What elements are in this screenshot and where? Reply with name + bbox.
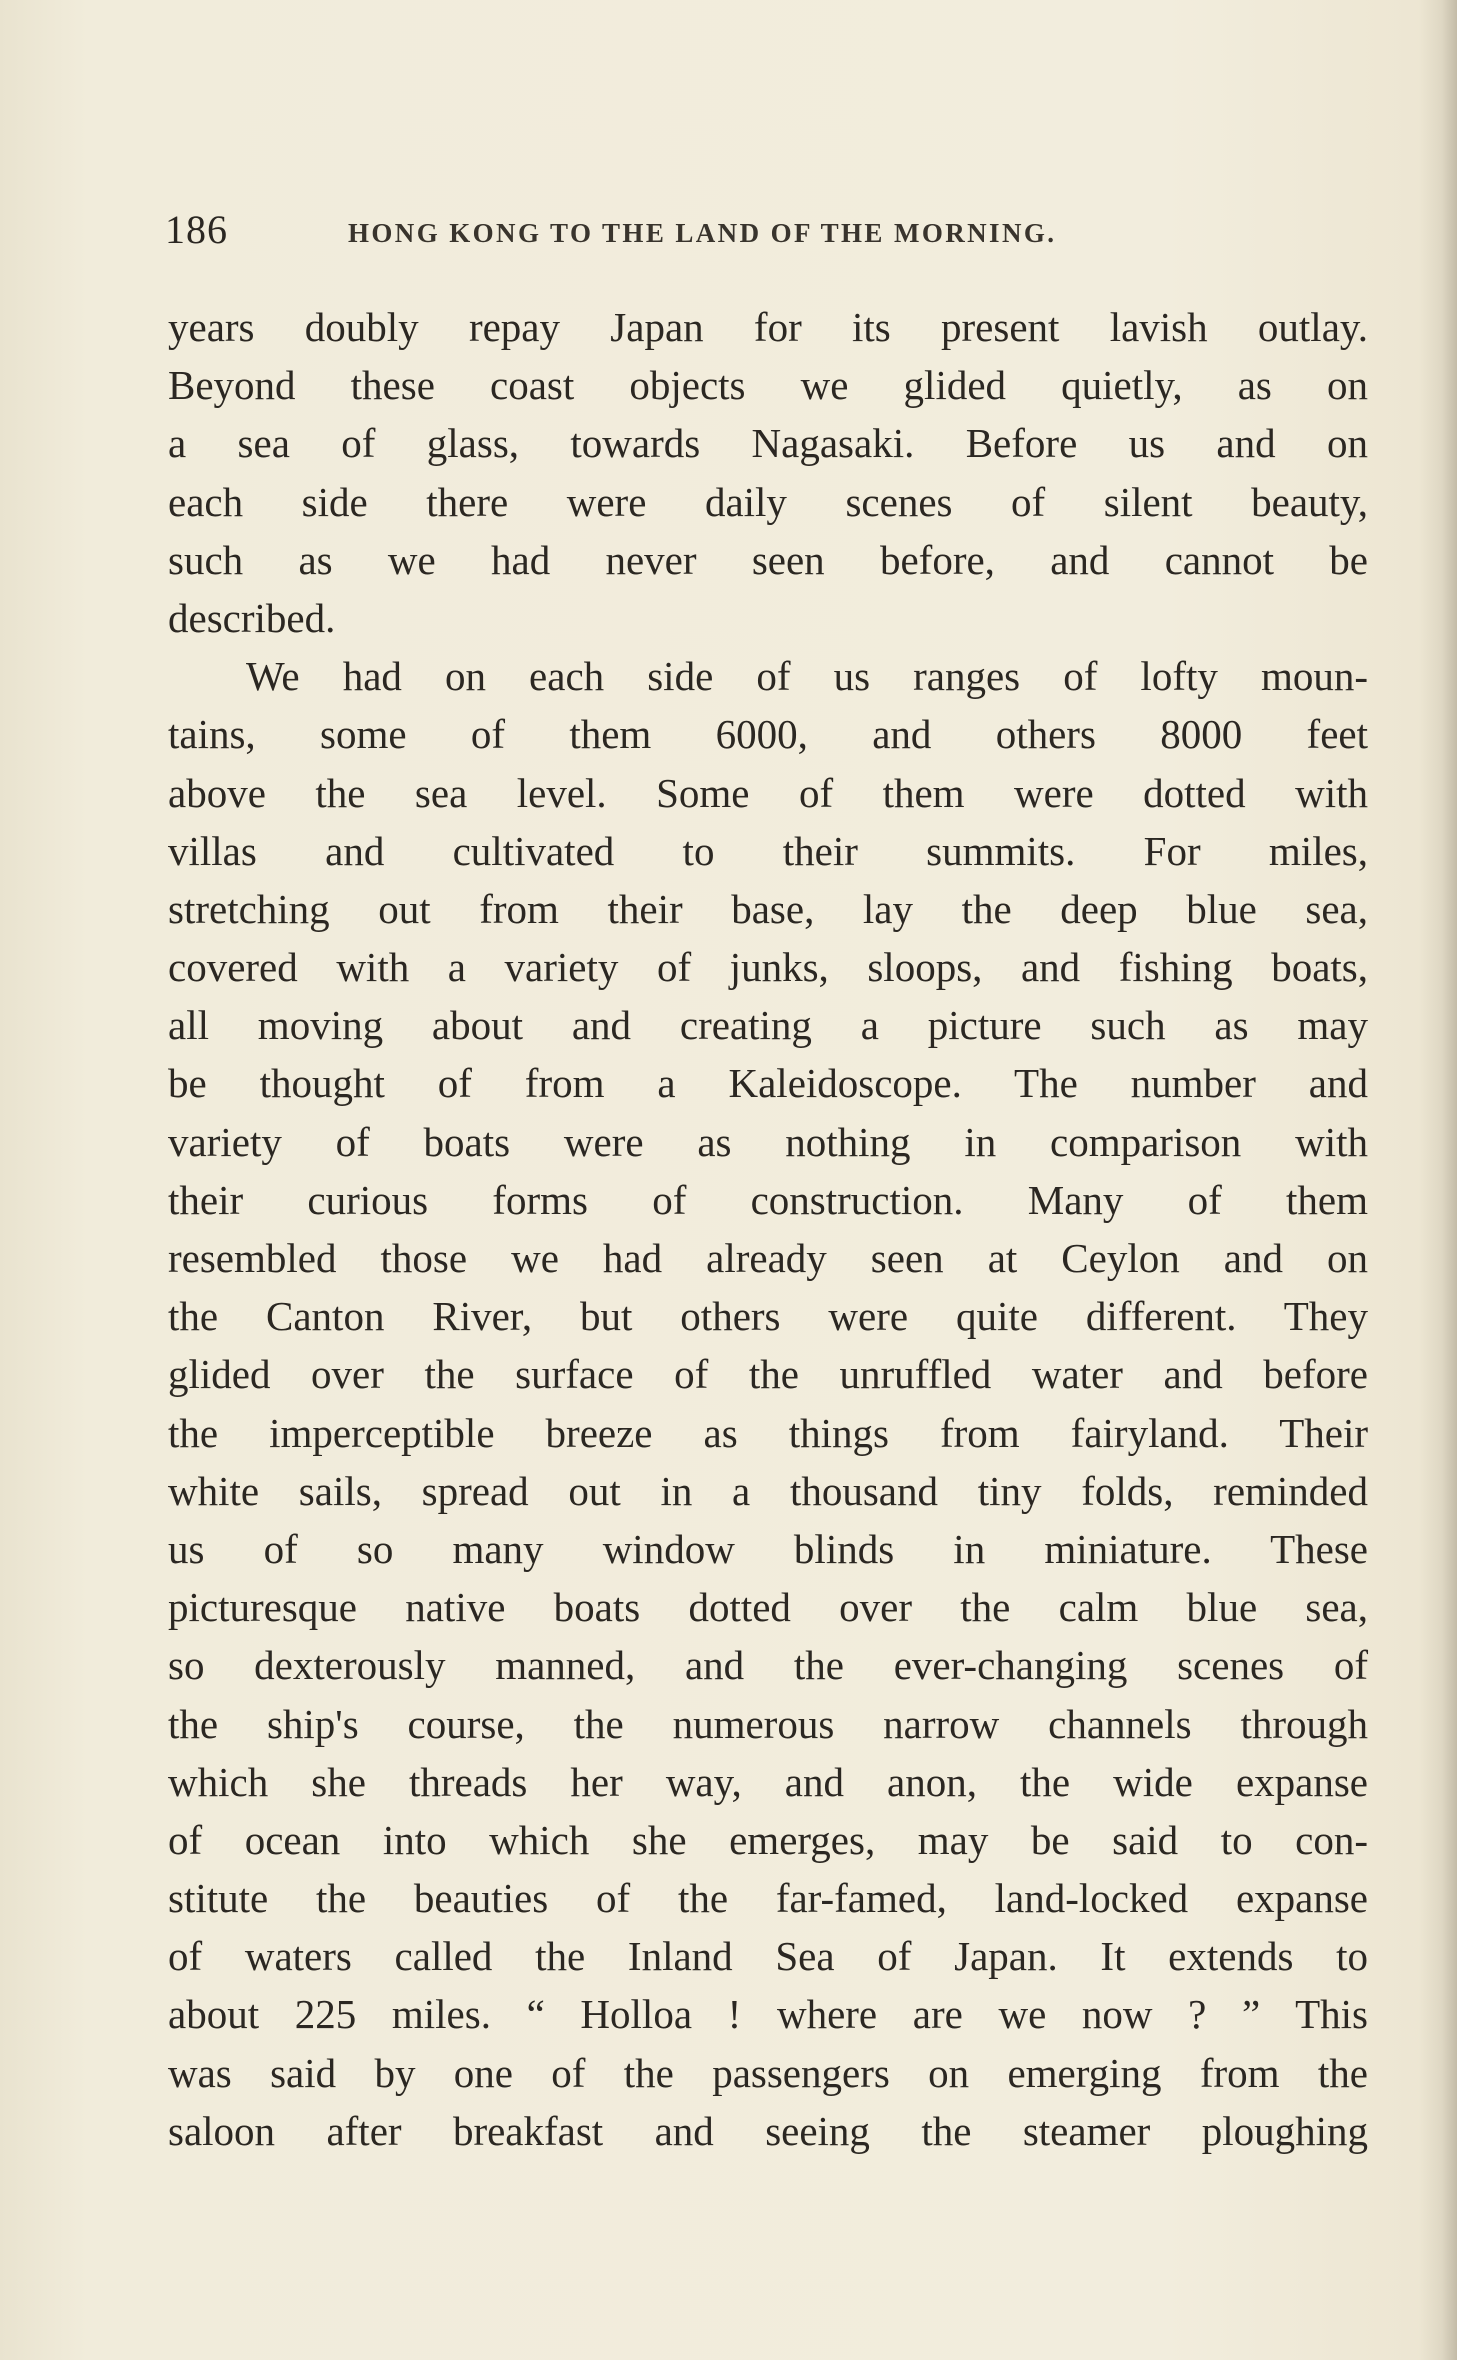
paragraph-start-line: We had on each side of us ranges of lofty moun- (246, 653, 1368, 700)
text-line: be thought of from a Kaleidoscope. The number and (168, 1060, 1368, 1107)
text-line: their curious forms of construction. Many of them (168, 1176, 1368, 1223)
text-line: picturesque native boats dotted over the calm blue sea, (168, 1584, 1368, 1631)
text-line: covered with a variety of junks, sloops, and fishing boats, (168, 944, 1368, 991)
text-line: which she threads her way, and anon, the wide expanse (168, 1758, 1368, 1805)
page-gutter-shadow (1419, 0, 1457, 2360)
text-line: Beyond these coast objects we glided quietly, as on (168, 362, 1368, 409)
text-line: the Canton River, but others were quite different. They (168, 1293, 1368, 1340)
text-line: us of so many window blinds in miniature. These (168, 1525, 1368, 1572)
text-line: described. (168, 594, 336, 641)
text-line: variety of boats were as nothing in comparison with (168, 1118, 1368, 1165)
text-line: such as we had never seen before, and cannot be (168, 536, 1368, 583)
body-text (168, 298, 1368, 2198)
text-line: of waters called the Inland Sea of Japan. It extends to (168, 1933, 1368, 1980)
text-line: resembled those we had already seen at Ceylon and on (168, 1235, 1368, 1281)
text-line: stretching out from their base, lay the deep blue sea, (168, 885, 1368, 932)
text-line: saloon after breakfast and seeing the steamer ploughing (168, 2107, 1368, 2154)
text-line: a sea of glass, towards Nagasaki. Before us and on (168, 420, 1368, 467)
text-line: tains, some of them 6000, and others 8000 feet (168, 711, 1368, 758)
page-number: 186 (165, 207, 228, 252)
text-line: was said by one of the passengers on emerging from the (168, 2049, 1368, 2096)
text-line: so dexterously manned, and the ever-changing scenes of (168, 1642, 1368, 1689)
text-line: above the sea level. Some of them were dotted with (168, 769, 1368, 816)
text-line: all moving about and creating a picture such as may (168, 1002, 1368, 1049)
text-line: about 225 miles. “ Holloa ! where are we now ? ” This (168, 1991, 1368, 2038)
text-line: of ocean into which she emerges, may be said to con- (168, 1816, 1368, 1863)
text-line: white sails, spread out in a thousand tiny folds, reminded (168, 1467, 1368, 1514)
page-header (165, 206, 1365, 266)
text-line: the imperceptible breeze as things from fairyland. Their (168, 1409, 1368, 1456)
running-head: HONG KONG TO THE LAND OF THE MORNING. (348, 218, 1057, 248)
text-line: years doubly repay Japan for its present lavish outlay. (168, 304, 1368, 350)
text-line: the ship's course, the numerous narrow channels through (168, 1700, 1368, 1747)
text-line: each side there were daily scenes of silent beauty, (168, 478, 1368, 525)
text-line: villas and cultivated to their summits. For miles, (168, 827, 1368, 874)
text-line: glided over the surface of the unruffled water and before (168, 1351, 1368, 1398)
text-line: stitute the beauties of the far-famed, land-locked expanse (168, 1875, 1368, 1922)
